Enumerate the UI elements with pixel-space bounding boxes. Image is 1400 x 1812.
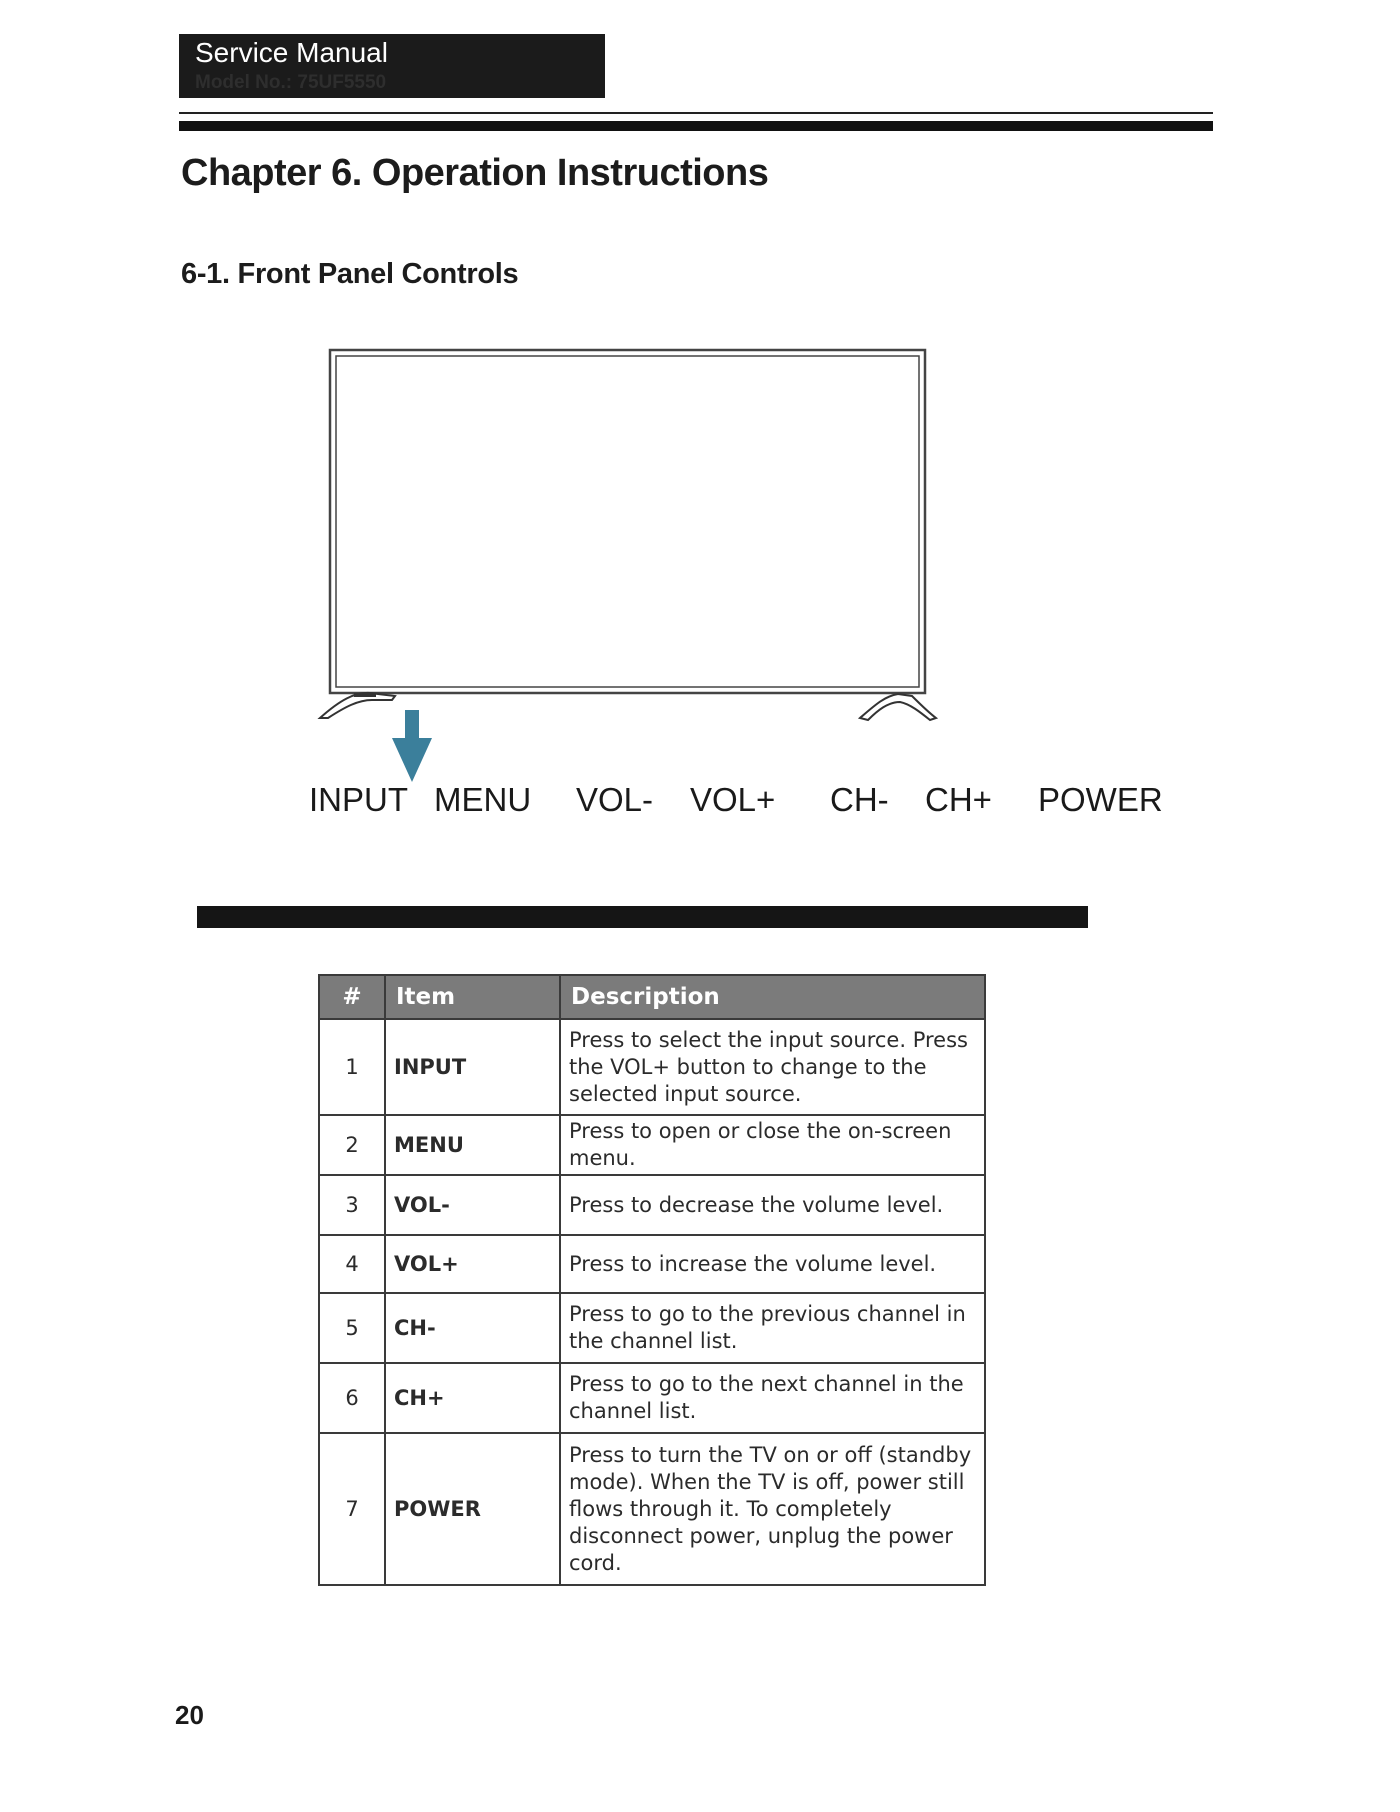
table-header-row [319,975,985,1019]
tv-front-illustration [300,330,960,790]
label-ch-down: CH- [830,781,889,818]
row-item: INPUT [385,1019,560,1115]
row-num: 1 [319,1019,385,1115]
section-title: 6-1. Front Panel Controls [181,258,519,290]
header-description: Description [560,975,985,1019]
header-num: # [319,975,385,1019]
header-rule-thin [179,112,1213,114]
row-description: Press to turn the TV on or off (standby mode). When the TV is off, power still flows through it. To completely disconnect power, unplug the power cord. [560,1433,985,1585]
label-vol-up: VOL+ [690,781,776,818]
row-num: 3 [319,1175,385,1235]
row-item: VOL+ [385,1235,560,1293]
row-num: 6 [319,1363,385,1433]
model-number: Model No.: 75UF5550 [195,72,387,93]
row-description: Press to select the input source. Press the VOL+ button to change to the selected input source. [560,1019,985,1115]
table-row [319,1115,985,1175]
manual-header-box [179,34,605,98]
row-description: Press to increase the volume level. [560,1235,985,1293]
row-description: Press to go to the previous channel in the channel list. [560,1293,985,1363]
down-arrow-icon [392,710,432,782]
row-num: 7 [319,1433,385,1585]
table-row [319,1433,985,1585]
label-input: INPUT [309,781,408,818]
row-item: MENU [385,1115,560,1175]
row-num: 2 [319,1115,385,1175]
row-description: Press to open or close the on-screen menu. [560,1115,985,1175]
row-item: CH- [385,1293,560,1363]
divider-bar [197,906,1088,928]
table-row [319,1363,985,1433]
table-row [319,1175,985,1235]
page-number: 20 [175,1700,204,1730]
chapter-title: Chapter 6. Operation Instructions [181,152,769,194]
row-description: Press to go to the next channel in the channel list. [560,1363,985,1433]
header-rule-thick [179,121,1213,131]
manual-title: Service Manual [195,37,388,68]
label-power: POWER [1038,781,1163,818]
tv-right-stand [860,694,936,720]
label-ch-up: CH+ [925,781,992,818]
tv-outer-frame [330,350,925,693]
front-panel-button-labels [0,780,1400,824]
row-description: Press to decrease the volume level. [560,1175,985,1235]
front-panel-controls-table [318,974,986,1586]
label-menu: MENU [434,781,532,818]
row-num: 4 [319,1235,385,1293]
row-item: CH+ [385,1363,560,1433]
row-item: POWER [385,1433,560,1585]
table-row [319,1235,985,1293]
row-item: VOL- [385,1175,560,1235]
label-vol-down: VOL- [576,781,654,818]
table-row [319,1293,985,1363]
control-button-strip [354,693,376,697]
table-row [319,1019,985,1115]
tv-screen [336,356,919,687]
header-item: Item [385,975,560,1019]
row-num: 5 [319,1293,385,1363]
